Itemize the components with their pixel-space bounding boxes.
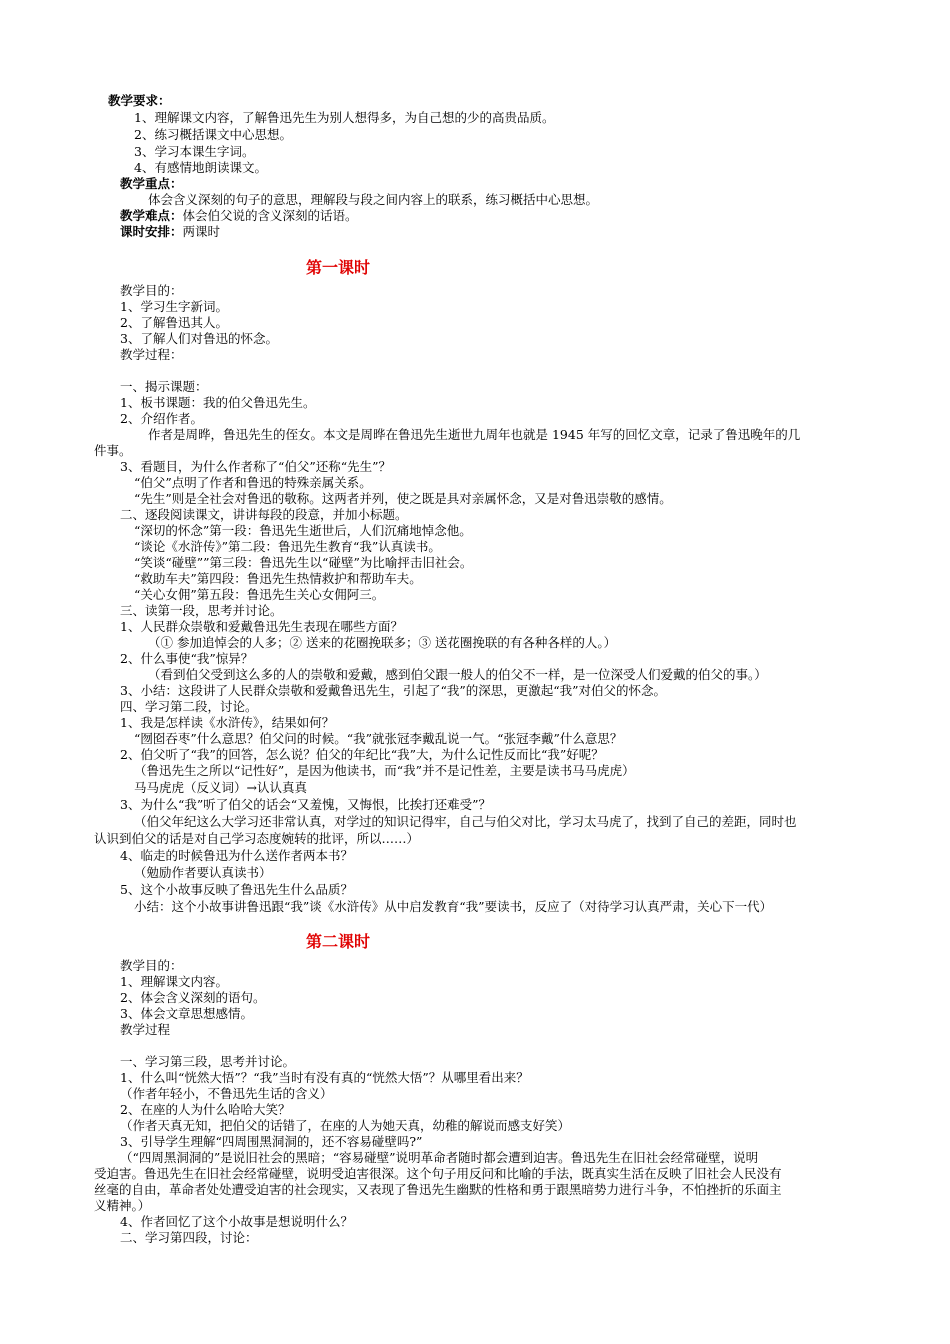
requirement-item: 1、理解课文内容，了解鲁迅先生为别人想得多，为自己想的少的高贵品质。 xyxy=(134,110,555,125)
focus-text: 体会含义深刻的句子的意思，理解段与段之间内容上的联系，练习概括中心思想。 xyxy=(148,192,599,207)
text-line: 教学过程 xyxy=(120,1022,171,1037)
text-line: 作者是周晔，鲁迅先生的侄女。本文是周晔在鲁迅先生逝世九周年也就是 1945 年写的回忆文章，记录了鲁迅晚年的几 xyxy=(148,427,801,442)
text-line: 3、了解人们对鲁迅的怀念。 xyxy=(120,331,278,346)
text-line: 4、作者回忆了这个小故事是想说明什么？ xyxy=(120,1214,353,1229)
text-line: 二、学习第四段，讨论： xyxy=(120,1230,258,1245)
text-line: 教学目的： xyxy=(120,283,183,298)
text-line: 1、我是怎样读《水浒传》，结果如何？ xyxy=(120,715,335,730)
text-line: （作者年轻小，不鲁迅先生话的含义） xyxy=(120,1086,333,1101)
text-line: （勉励作者要认真读书） xyxy=(134,865,272,880)
text-line: “伯父”点明了作者和鲁迅的特殊亲属关系。 xyxy=(134,475,372,490)
requirement-item: 3、学习本课生字词。 xyxy=(134,144,255,159)
difficulty-label: 教学难点： xyxy=(120,208,183,223)
text-line: 2、在座的人为什么哈哈大笑？ xyxy=(120,1102,291,1117)
text-line: 3、为什么“我”听了伯父的话会“又羞愧，又悔恨，比挨打还难受”？ xyxy=(120,797,492,812)
text-line: 5、这个小故事反映了鲁迅先生什么品质？ xyxy=(120,882,353,897)
requirements-label: 教学要求： xyxy=(108,93,171,108)
text-line: 3、引导学生理解“四周围黑洞洞的，还不容易碰壁吗?” xyxy=(120,1134,423,1149)
text-line: （作者天真无知，把伯父的话错了，在座的人为她天真，幼稚的解说而感支好笑） xyxy=(120,1118,571,1133)
text-line: （鲁迅先生之所以“记性好”，是因为他读书，而“我”并不是记性差，主要是读书马马虎虎） xyxy=(134,763,635,778)
text-line: 四、学习第二段，讨论。 xyxy=(120,699,258,714)
text-line: 4、临走的时候鲁迅为什么送作者两本书？ xyxy=(120,848,353,863)
text-line: 1、人民群众崇敬和爱戴鲁迅先生表现在哪些方面？ xyxy=(120,619,403,634)
lesson2-title: 第二课时 xyxy=(306,932,371,951)
difficulty-line xyxy=(120,207,358,224)
text-line: “救助车夫”第四段：鲁迅先生热情救护和帮助车夫。 xyxy=(134,571,422,586)
difficulty-text: 体会伯父说的含义深刻的话语。 xyxy=(182,208,358,223)
text-line: 丝毫的自由，革命者处处遭受迫害的社会现实，又表现了鲁迅先生幽默的性格和勇于跟黑暗势力进行斗争，不怕挫折的乐面主 xyxy=(94,1182,782,1197)
text-line: 1、理解课文内容。 xyxy=(120,974,228,989)
text-line: 一、揭示课题： xyxy=(120,379,208,394)
text-line: 2、什么事使“我”惊异？ xyxy=(120,651,254,666)
text-line: 3、体会文章思想感情。 xyxy=(120,1006,253,1021)
text-line: 受迫害。鲁迅先生在旧社会经常碰壁，说明受迫害很深。这个句子用反问和比喻的手法，既真实生活在反映了旧社会人民没有 xyxy=(94,1166,782,1181)
text-line: 教学过程： xyxy=(120,347,183,362)
text-line: “深切的怀念”第一段：鲁迅先生逝世后，人们沉痛地悼念他。 xyxy=(134,523,472,538)
focus-label: 教学重点： xyxy=(120,176,183,191)
text-line: 认识到伯父的话是对自己学习态度婉转的批评，所以……） xyxy=(94,831,420,846)
text-line: 二、逐段阅读课文，讲讲每段的段意，并加小标题。 xyxy=(120,507,408,522)
text-line: 2、体会含义深刻的语句。 xyxy=(120,990,266,1005)
text-line: （“四周黑洞洞的”是说旧社会的黑暗；“容易碰壁”说明革命者随时都会遭到迫害。鲁迅先生在旧社会经常碰壁，说明 xyxy=(120,1150,759,1165)
text-line: （伯父年纪这么大学习还非常认真，对学过的知识记得牢，自己与伯父对比，学习太马虎了，找到了自己的差距，同时也 xyxy=(134,814,797,829)
text-line: 1、学习生字新词。 xyxy=(120,299,228,314)
text-line: 三、读第一段，思考并讨论。 xyxy=(120,603,283,618)
requirement-item: 2、练习概括课文中心思想。 xyxy=(134,127,292,142)
text-line: “囫囵吞枣”什么意思？伯父问的时候。“我”就张冠李戴乱说一气。“张冠李戴”什么意思？ xyxy=(134,731,623,746)
schedule-text: 两课时 xyxy=(182,224,221,239)
schedule-line xyxy=(120,223,220,240)
text-line: 教学目的： xyxy=(120,958,183,973)
requirement-item: 4、有感情地朗读课文。 xyxy=(134,160,267,175)
text-line: 小结：这个小故事讲鲁迅跟“我”谈《水浒传》从中启发教育“我”要读书，反应了（对待学习认真严肃，关心下一代） xyxy=(134,899,773,914)
text-line: 3、看题目，为什么作者称了“伯父”还称“先生”？ xyxy=(120,459,392,474)
text-line: “关心女佣”第五段：鲁迅先生关心女佣阿三。 xyxy=(134,587,385,602)
lesson1-title: 第一课时 xyxy=(306,258,371,277)
text-line: 2、介绍作者。 xyxy=(120,411,203,426)
text-line: 件事。 xyxy=(94,443,132,458)
text-line: 一、学习第三段，思考并讨论。 xyxy=(120,1054,296,1069)
text-line: “笑谈“碰壁””第三段：鲁迅先生以“碰壁”为比喻抨击旧社会。 xyxy=(134,555,473,570)
text-line: “谈论《水浒传》”第二段：鲁迅先生教育“我”认真读书。 xyxy=(134,539,441,554)
text-line: 1、板书课题：我的伯父鲁迅先生。 xyxy=(120,395,316,410)
text-line: 3、小结：这段讲了人民群众崇敬和爱戴鲁迅先生，引起了“我”的深思，更激起“我”对伯父的怀念。 xyxy=(120,683,667,698)
text-line: （① 参加追悼会的人多；② 送来的花圈挽联多；③ 送花圈挽联的有各种各样的人。） xyxy=(148,635,617,650)
text-line: “先生”则是全社会对鲁迅的敬称。这两者并列，使之既是具对亲属怀念，又是对鲁迅崇敬的感情。 xyxy=(134,491,672,506)
schedule-label: 课时安排： xyxy=(120,224,183,239)
text-line: 1、什么叫“恍然大悟”？“我”当时有没有真的“恍然大悟”？从哪里看出来？ xyxy=(120,1070,529,1085)
text-line: 义精神。） xyxy=(94,1198,151,1213)
text-line: 2、了解鲁迅其人。 xyxy=(120,315,228,330)
text-line: 马马虎虎（反义词）→认认真真 xyxy=(134,780,307,795)
text-line: 2、伯父听了“我”的回答，怎么说？伯父的年纪比“我”大，为什么记性反而比“我”好呢？ xyxy=(120,747,604,762)
text-line: （看到伯父受到这么多的人的崇敬和爱戴，感到伯父跟一般人的伯父不一样，是一位深受人们爱戴的伯父的事。） xyxy=(148,667,767,682)
